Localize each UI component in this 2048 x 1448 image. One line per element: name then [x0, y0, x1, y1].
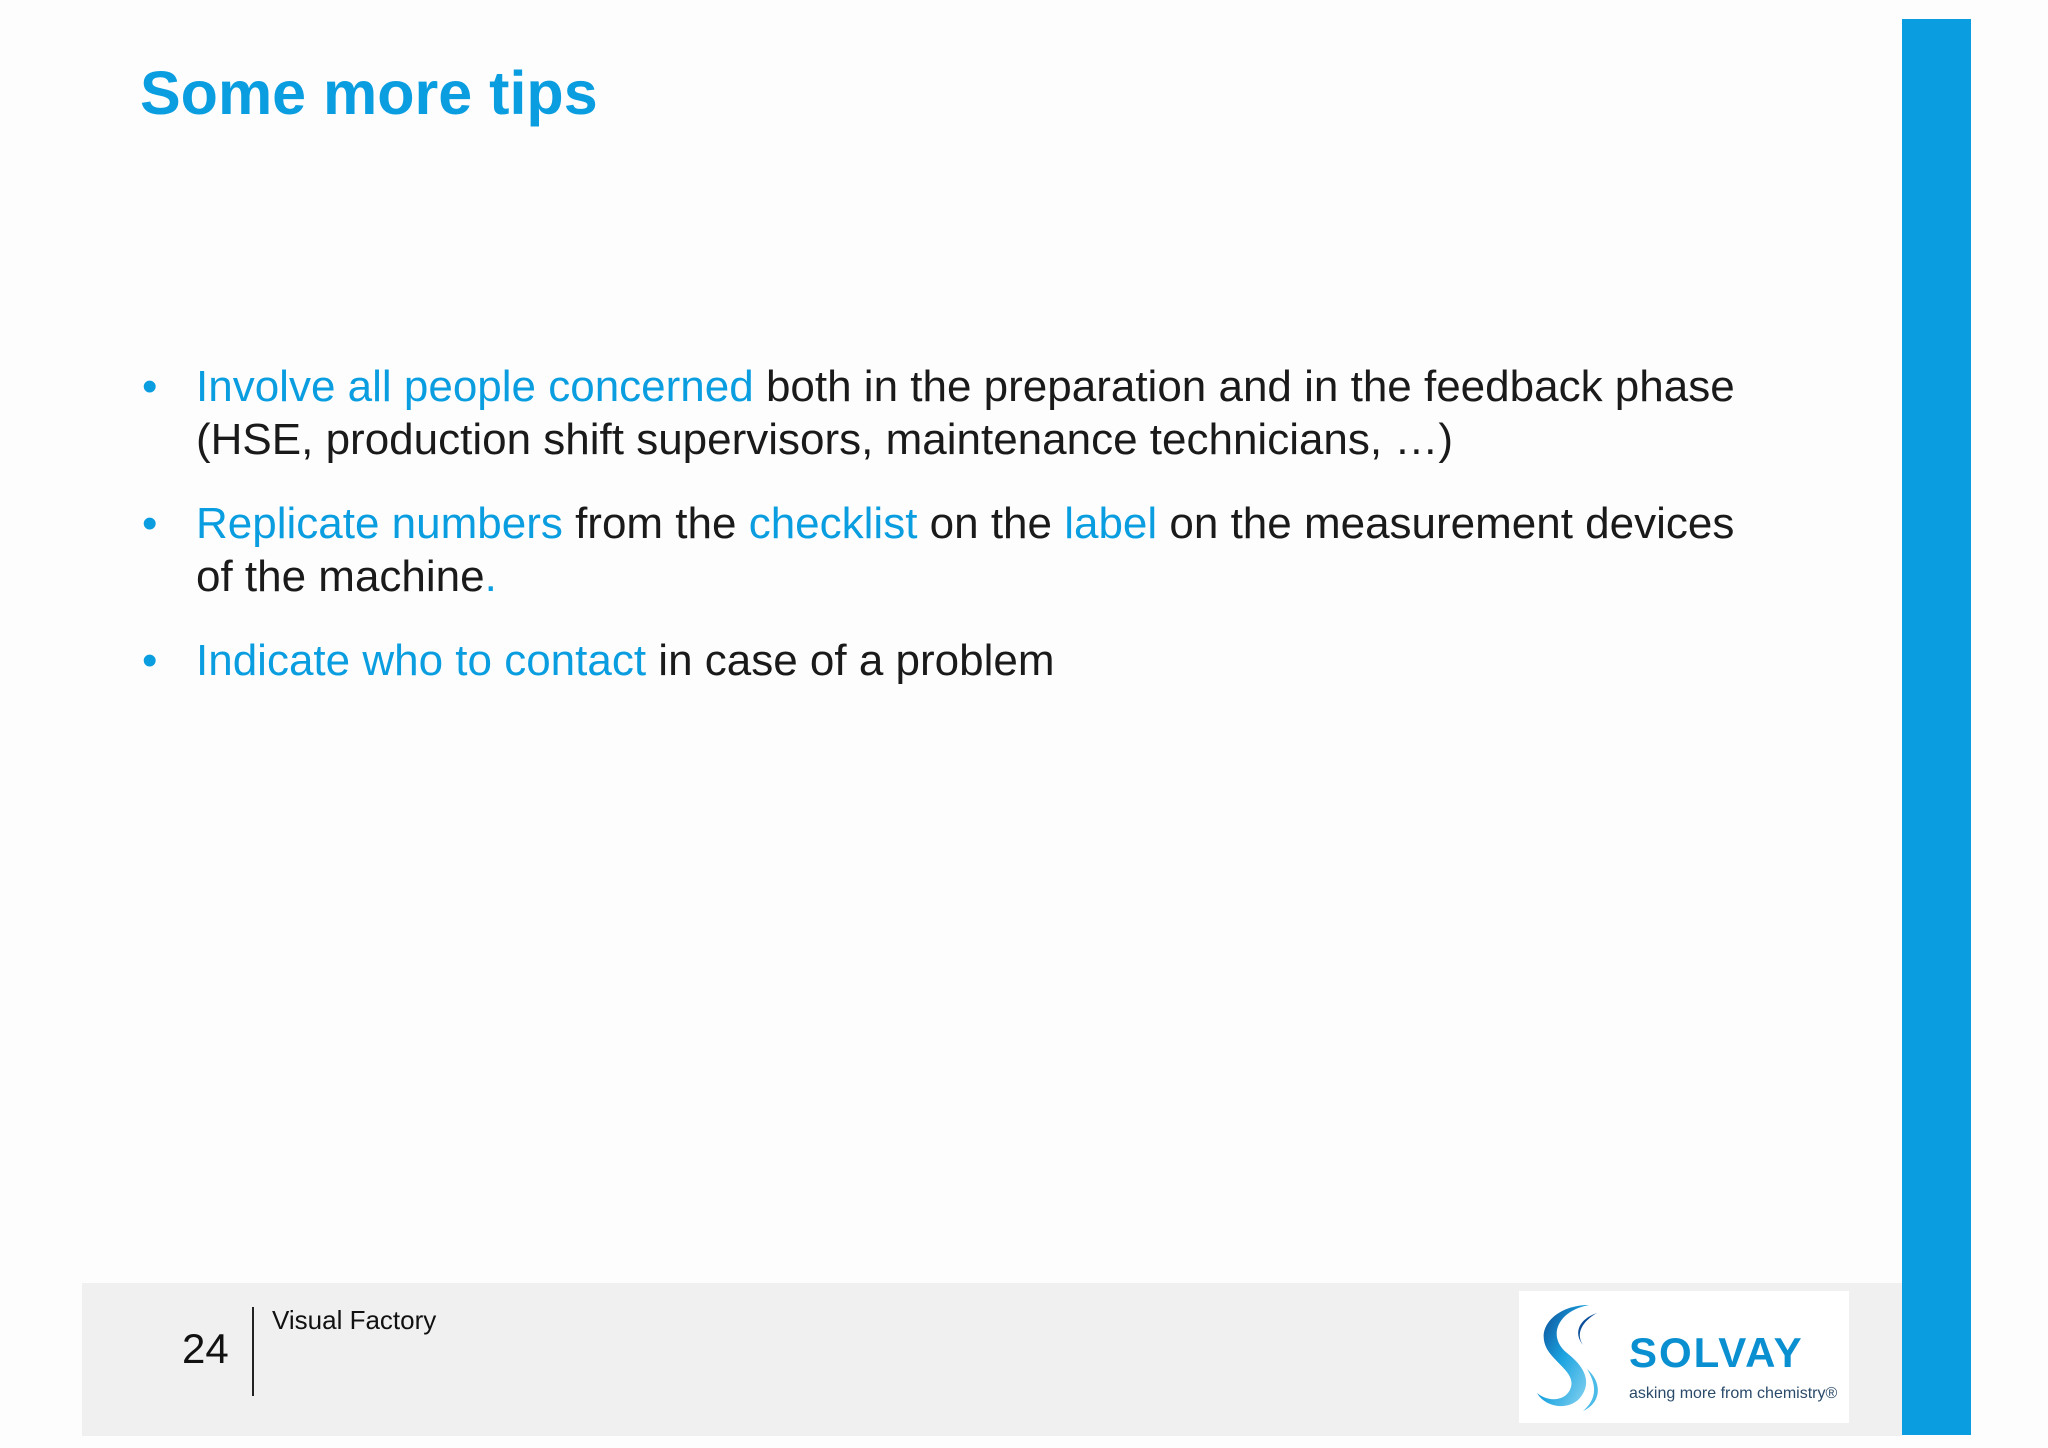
bullet-marker: • — [142, 499, 158, 548]
bullet-highlight: Replicate numbers — [196, 499, 563, 548]
bullet-highlight: Indicate who to contact — [196, 636, 647, 685]
bullet-text: on the — [917, 499, 1065, 548]
logo-tagline: asking more from chemistry® — [1629, 1385, 1838, 1402]
bullet-marker: • — [142, 636, 158, 685]
bullet-item-involve-people — [140, 360, 1740, 466]
bullet-text: both in the preparation and in the feedback phase (HSE, production shift supervisors, maintenance technicians, …) — [196, 362, 1735, 464]
bullet-highlight: Involve all people concerned — [196, 362, 754, 411]
solvay-logo — [1519, 1291, 1849, 1423]
bullet-text: on the measurement devices of the machine — [196, 499, 1735, 601]
footer-divider — [252, 1307, 254, 1396]
bullet-list — [140, 360, 1740, 718]
bullet-text: in case of a problem — [646, 636, 1055, 685]
bullet-marker: • — [142, 362, 158, 411]
accent-side-bar — [1902, 19, 1971, 1435]
bullet-item-indicate-contact — [140, 634, 1740, 687]
bullet-item-replicate-numbers — [140, 497, 1740, 603]
presentation-name: Visual Factory — [272, 1305, 437, 1335]
logo-brand-name: SOLVAY — [1629, 1329, 1804, 1376]
bullet-highlight: label — [1064, 499, 1158, 548]
bullet-text: from the — [562, 499, 749, 548]
slide-title: Some more tips — [140, 59, 598, 127]
bullet-highlight: checklist — [748, 499, 918, 548]
page-number: 24 — [182, 1325, 229, 1372]
slide-footer — [82, 1283, 1902, 1436]
bullet-highlight: . — [484, 552, 497, 601]
solvay-swirl-icon — [1527, 1299, 1617, 1417]
